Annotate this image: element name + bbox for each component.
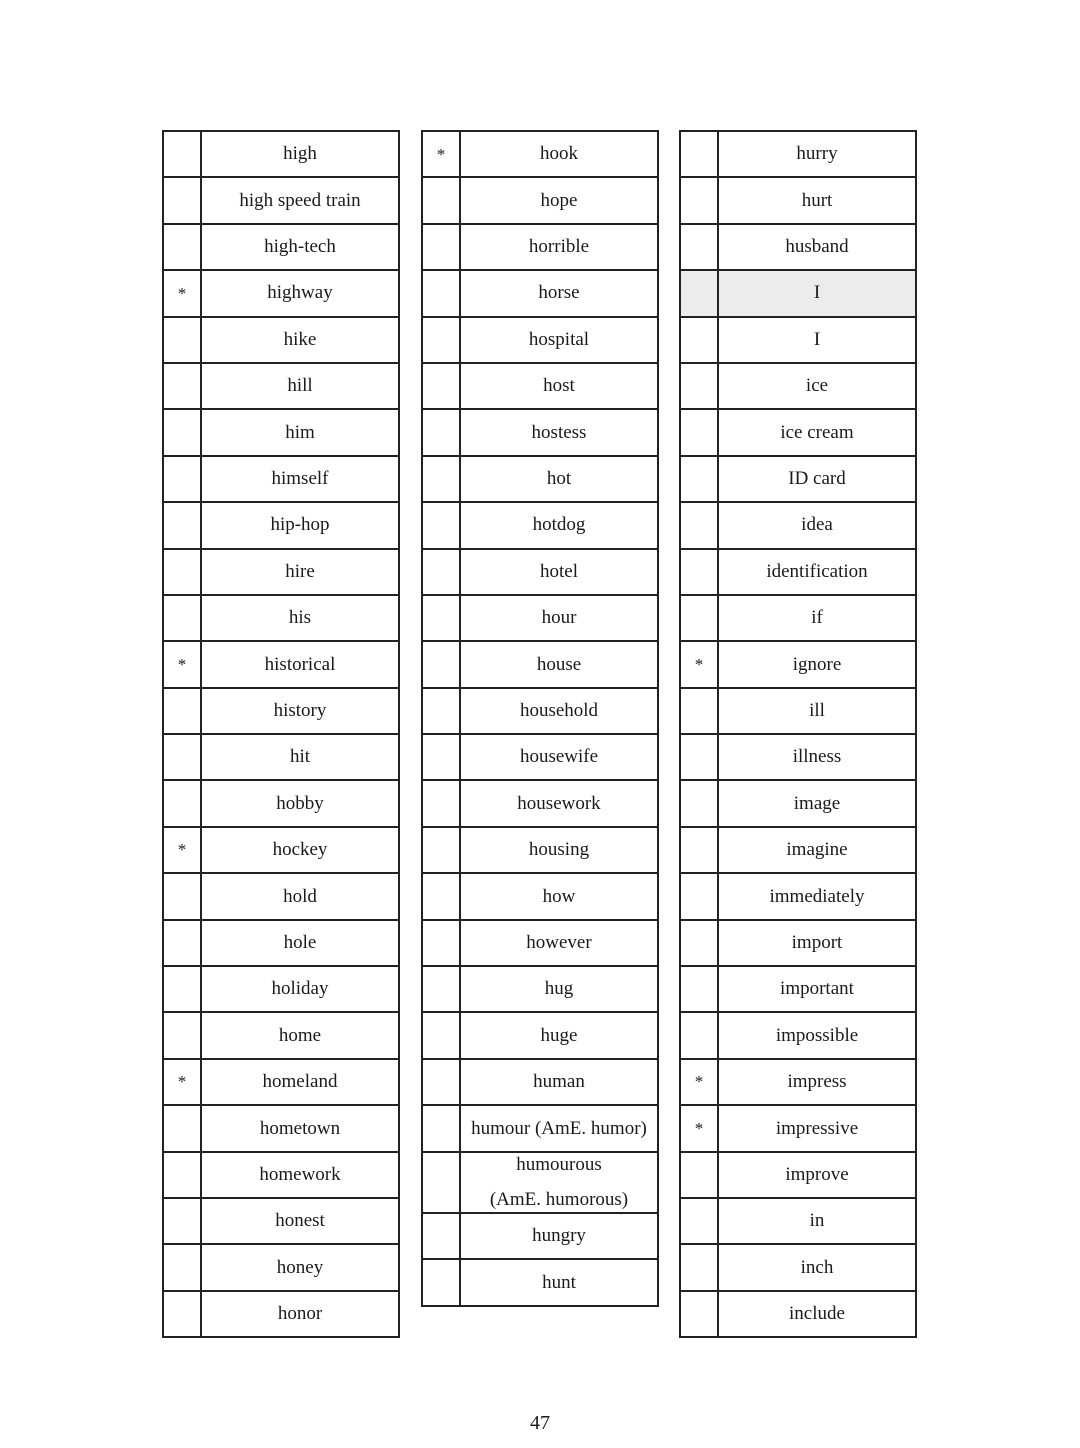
table-row [422,131,658,177]
word-cell: hotdog [460,502,658,548]
table-row [163,131,399,177]
table-row [680,1152,916,1198]
table-row [422,734,658,780]
star-mark-cell [163,1198,201,1244]
table-row [422,224,658,270]
table-row [422,1105,658,1151]
star-mark-cell [680,177,718,223]
word-cell: host [460,363,658,409]
word-cell: hit [201,734,399,780]
word-table-column-1 [162,130,400,1338]
table-row [163,1291,399,1337]
word-cell: in [718,1198,916,1244]
star-mark-cell [422,1012,460,1058]
word-cell: husband [718,224,916,270]
word-cell: hurt [718,177,916,223]
word-cell: ice cream [718,409,916,455]
star-mark-cell [163,1152,201,1198]
table-row [422,1059,658,1105]
table-row [163,641,399,687]
table-row [422,502,658,548]
table-row [680,641,916,687]
word-cell: inch [718,1244,916,1290]
word-cell: horrible [460,224,658,270]
word-cell: immediately [718,873,916,919]
table-row [680,688,916,734]
table-row [422,688,658,734]
word-cell: important [718,966,916,1012]
star-mark-cell [163,409,201,455]
table-row [163,224,399,270]
star-mark-cell [163,456,201,502]
star-mark-cell [422,224,460,270]
word-cell: high [201,131,399,177]
table-row [163,363,399,409]
table-row [163,177,399,223]
star-mark-cell [680,317,718,363]
star-mark-cell [422,734,460,780]
table-row [422,595,658,641]
table-row [422,1012,658,1058]
table-row [680,1291,916,1337]
word-cell: hobby [201,780,399,826]
table-row [680,873,916,919]
word-cell: human [460,1059,658,1105]
star-mark-cell [163,1105,201,1151]
star-mark-cell [163,1012,201,1058]
table-row [163,966,399,1012]
star-mark-cell: * [422,131,460,177]
word-cell: impress [718,1059,916,1105]
table-row [422,317,658,363]
table-row [680,827,916,873]
table-row [422,780,658,826]
word-cell: improve [718,1152,916,1198]
word-cell [460,1152,658,1214]
word-cell: him [201,409,399,455]
word-cell: hometown [201,1105,399,1151]
star-mark-cell [680,363,718,409]
star-mark-cell [422,1259,460,1305]
star-mark-cell [163,688,201,734]
table-row [422,641,658,687]
table-row [422,827,658,873]
word-cell: hug [460,966,658,1012]
star-mark-cell [163,966,201,1012]
table-row [422,270,658,316]
word-cell: hike [201,317,399,363]
word-cell: imagine [718,827,916,873]
word-cell: history [201,688,399,734]
star-mark-cell [422,595,460,641]
star-mark-cell [163,363,201,409]
table-row [163,409,399,455]
star-mark-cell: * [680,1059,718,1105]
star-mark-cell [680,1291,718,1337]
word-cell: ill [718,688,916,734]
word-table-column-2 [421,130,659,1307]
table-row [163,920,399,966]
page-number: 47 [530,1412,550,1434]
word-cell: however [460,920,658,966]
star-mark-cell [163,549,201,595]
table-row [680,456,916,502]
word-cell: housewife [460,734,658,780]
word-cell: idea [718,502,916,548]
word-cell: honor [201,1291,399,1337]
word-cell: high-tech [201,224,399,270]
star-mark-cell: * [163,641,201,687]
word-cell: home [201,1012,399,1058]
word-cell: hip-hop [201,502,399,548]
table-row [163,1105,399,1151]
word-cell: how [460,873,658,919]
star-mark-cell: * [163,1059,201,1105]
star-mark-cell [422,1213,460,1259]
word-cell: hire [201,549,399,595]
word-cell: housing [460,827,658,873]
star-mark-cell [163,317,201,363]
word-cell: humour (AmE. humor) [460,1105,658,1151]
star-mark-cell [163,131,201,177]
table-row [422,409,658,455]
word-cell: honey [201,1244,399,1290]
star-mark-cell [680,224,718,270]
star-mark-cell [680,131,718,177]
word-cell: historical [201,641,399,687]
star-mark-cell [422,688,460,734]
table-row [422,549,658,595]
star-mark-cell [680,1152,718,1198]
table-row [163,1059,399,1105]
star-mark-cell [422,363,460,409]
word-cell: homework [201,1152,399,1198]
star-mark-cell [163,780,201,826]
table-row [680,1059,916,1105]
table-row [680,1012,916,1058]
star-mark-cell [680,734,718,780]
table-row [163,1152,399,1198]
word-table-column-3 [679,130,917,1338]
star-mark-cell [422,409,460,455]
word-cell: hope [460,177,658,223]
word-cell: hole [201,920,399,966]
star-mark-cell [680,456,718,502]
word-cell: if [718,595,916,641]
table-row [163,688,399,734]
word-cell: illness [718,734,916,780]
table-row [163,595,399,641]
word-cell: import [718,920,916,966]
table-row [163,456,399,502]
word-cell: high speed train [201,177,399,223]
table-row [680,549,916,595]
word-cell: hold [201,873,399,919]
word-cell: impossible [718,1012,916,1058]
word-cell: hot [460,456,658,502]
star-mark-cell [422,1152,460,1214]
star-mark-cell [163,920,201,966]
word-line-2: (AmE. humorous) [489,1189,629,1211]
table-row [163,780,399,826]
table-row [680,1244,916,1290]
table-row [680,177,916,223]
word-cell: housework [460,780,658,826]
word-cell: ID card [718,456,916,502]
word-cell: honest [201,1198,399,1244]
word-cell: highway [201,270,399,316]
star-mark-cell [163,873,201,919]
star-mark-cell [422,1105,460,1151]
word-line-1: humourous [516,1153,602,1175]
table-row [422,456,658,502]
word-cell: homeland [201,1059,399,1105]
star-mark-cell [163,595,201,641]
table-row [422,920,658,966]
star-mark-cell [422,177,460,223]
star-mark-cell [163,224,201,270]
star-mark-cell [680,1012,718,1058]
star-mark-cell [163,734,201,780]
word-cell: ice [718,363,916,409]
word-cell: hook [460,131,658,177]
word-cell: hotel [460,549,658,595]
table-row [680,270,916,316]
table-row [163,734,399,780]
word-cell: I [718,270,916,316]
word-cell: his [201,595,399,641]
star-mark-cell [680,409,718,455]
table-row [422,363,658,409]
table-row [422,1213,658,1259]
word-cell: hill [201,363,399,409]
table-row [422,177,658,223]
star-mark-cell [680,595,718,641]
star-mark-cell [680,1198,718,1244]
table-row [680,920,916,966]
table-row [680,131,916,177]
table-row [680,966,916,1012]
table-row [163,502,399,548]
star-mark-cell: * [163,827,201,873]
word-cell: hunt [460,1259,658,1305]
table-row [680,317,916,363]
table-row [680,409,916,455]
word-cell: hungry [460,1213,658,1259]
table-row [680,224,916,270]
star-mark-cell [422,966,460,1012]
star-mark-cell [163,502,201,548]
table-row [422,1259,658,1305]
star-mark-cell: * [163,270,201,316]
word-cell: holiday [201,966,399,1012]
table-row [163,1012,399,1058]
star-mark-cell [680,1244,718,1290]
word-cell: hospital [460,317,658,363]
star-mark-cell [680,502,718,548]
table-row [422,966,658,1012]
word-cell: include [718,1291,916,1337]
word-cell: himself [201,456,399,502]
word-cell: house [460,641,658,687]
table-row [163,1244,399,1290]
word-cell: hostess [460,409,658,455]
table-row [163,827,399,873]
star-mark-cell [680,549,718,595]
star-mark-cell [422,641,460,687]
star-mark-cell [422,920,460,966]
word-cell: hurry [718,131,916,177]
word-cell: image [718,780,916,826]
table-row [422,873,658,919]
star-mark-cell [422,873,460,919]
star-mark-cell [680,270,718,316]
star-mark-cell [163,177,201,223]
star-mark-cell [422,1059,460,1105]
word-cell: household [460,688,658,734]
word-cell: huge [460,1012,658,1058]
star-mark-cell [163,1291,201,1337]
star-mark-cell [680,966,718,1012]
star-mark-cell [680,780,718,826]
table-row [680,1105,916,1151]
table-row [680,363,916,409]
table-row [163,270,399,316]
star-mark-cell [422,827,460,873]
word-cell: horse [460,270,658,316]
table-row [163,873,399,919]
word-cell: impressive [718,1105,916,1151]
star-mark-cell [163,1244,201,1290]
table-row [680,780,916,826]
star-mark-cell [680,827,718,873]
star-mark-cell: * [680,641,718,687]
star-mark-cell [422,502,460,548]
table-row [680,595,916,641]
star-mark-cell [422,270,460,316]
star-mark-cell [422,549,460,595]
word-cell: hockey [201,827,399,873]
star-mark-cell [680,873,718,919]
table-row [163,1198,399,1244]
word-cell: hour [460,595,658,641]
star-mark-cell [680,688,718,734]
table-row [680,734,916,780]
word-cell: ignore [718,641,916,687]
table-row [680,502,916,548]
star-mark-cell [680,920,718,966]
star-mark-cell: * [680,1105,718,1151]
star-mark-cell [422,456,460,502]
star-mark-cell [422,780,460,826]
table-row [680,1198,916,1244]
star-mark-cell [422,317,460,363]
word-cell: identification [718,549,916,595]
table-row [163,317,399,363]
word-cell: I [718,317,916,363]
table-row [163,549,399,595]
